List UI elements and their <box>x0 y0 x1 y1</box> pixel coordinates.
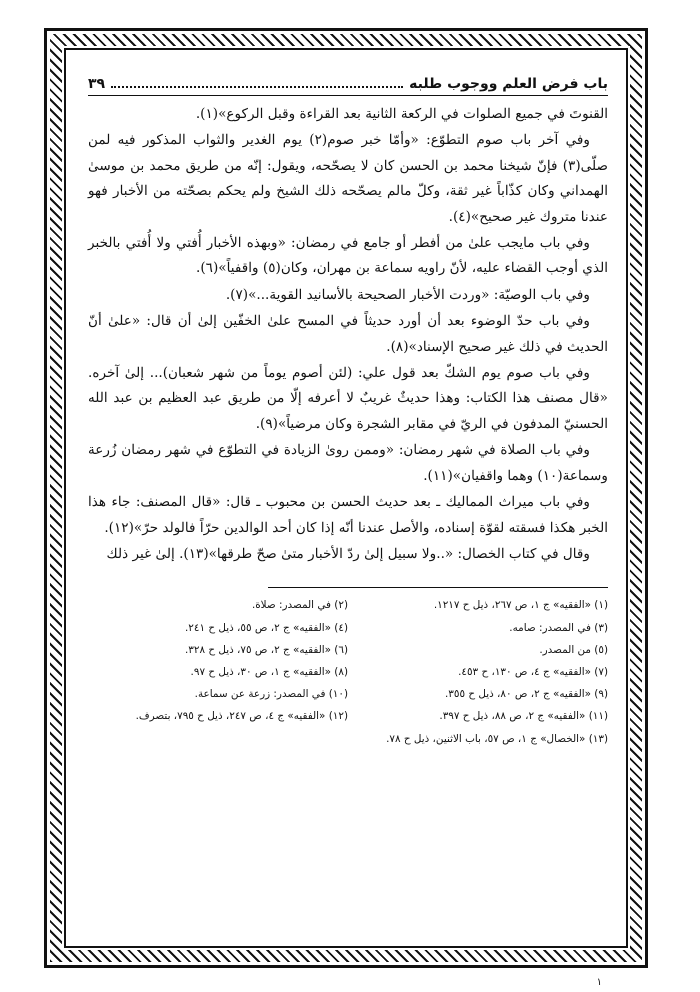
footnote-row <box>88 639 608 661</box>
page-content <box>88 76 608 750</box>
header-leader-dots <box>111 86 403 88</box>
footnote: (١٣) «الخصال» ج ١، ص ٥٧، باب الاثنين، ذيل ح ٧٨. <box>386 732 608 745</box>
paragraph: وفي باب الوصيّة: «وردت الأخبار الصحيحة بالأسانيد القوية...»(٧). <box>225 286 590 303</box>
footnote: (٩) «الفقيه» ج ٢، ص ٨٠، ذيل ح ٣٥٥. <box>444 688 608 701</box>
footnotes <box>88 594 608 749</box>
paragraph: وفي باب ميراث المماليك ـ بعد حديث الحسن بن محبوب ـ قال: «قال المصنف: جاء هذا الخبر هكذا فسقته لقوّة إسناده، والأصل عندنا أنّه إذا كان أحد الوالدين حرّاً فالولد حرّ»(١٢). <box>88 494 608 536</box>
footnote-row <box>88 705 608 727</box>
footnote: (٢) في المصدر: صلاة. <box>251 599 348 612</box>
footnote-row <box>88 617 608 639</box>
paragraph: وقال في كتاب الخصال: «..ولا سبيل إلىٰ ردّ الأخبار متىٰ صحّ طرقها»(١٣). إلىٰ غير ذلك <box>106 545 590 562</box>
footnote-row <box>88 594 608 616</box>
chapter-title: باب فرض العلم ووجوب طلبه <box>409 76 608 92</box>
footnote: (٨) «الفقيه» ج ١، ص ٣٠، ذيل ح ٩٧. <box>190 665 348 678</box>
footnote: (٣) في المصدر: صامه. <box>509 621 608 634</box>
footnote: (٥) من المصدر. <box>539 643 608 656</box>
footnote-separator <box>268 587 608 588</box>
running-header <box>88 76 608 96</box>
footnote: (١٢) «الفقيه» ج ٤، ص ٢٤٧، ذيل ح ٧٩٥، بتصرف. <box>135 710 348 723</box>
paragraph: وفي باب حدّ الوضوء بعد أن أورد حديثاً في المسح علىٰ الخفّين إلىٰ أن قال: «علىٰ أنّ الحديث في ذلك غير صحيح الإسناد»(٨). <box>88 313 608 355</box>
footnote: (١٠) في المصدر: زرعة عن سماعة. <box>194 688 348 701</box>
footnote-row <box>88 683 608 705</box>
paragraph: وفي باب مايجب علىٰ من أفطر أو جامع في رمضان: «وبهذه الأخبار أُفتي ولا أُفتي بالخبر الذي أوجب القضاء عليه، لأنّ راويه سماعة بن مهران، وكان(٥) واقفياً»(٦). <box>88 235 608 277</box>
paragraph: وفي آخر باب صوم التطوّع: «وأمّا خبر صوم(٢) يوم الغدير والثواب المذكور فيه لمن صلّى(٣) فإنّ شيخنا محمد بن الحسن كان لا يصحّحه، ويقول: إنّه من طريق محمد بن موسىٰ الهمداني وكان كذّاباً غير ثقة، وكلّ مالم يصحّحه ذلك الشيخ ولم يحكم بصحّته من الأخبار فهو عندنا متروك غير صحيح»(٤). <box>88 132 608 225</box>
footnote: (٦) «الفقيه» ج ٢، ص ٧٥، ذيل ح ٣٢٨. <box>184 643 348 656</box>
footnote: (١) «الفقيه» ج ١، ص ٢٦٧، ذيل ح ١٢١٧. <box>433 599 608 612</box>
body-text <box>88 102 608 567</box>
footnote-row <box>88 728 608 750</box>
footnote-row <box>88 661 608 683</box>
page-number: ٣٩ <box>88 76 106 92</box>
paragraph: القنوتَ في جميع الصلوات في الركعة الثانية بعد القراءة وقبل الركوع»(١). <box>195 106 608 122</box>
footnote: (١١) «الفقيه» ج ٢، ص ٨٨، ذيل ح ٣٩٧. <box>439 710 608 723</box>
paragraph: وفي باب صوم يوم الشكّ بعد قول علي: (لئن أصوم يوماً من شهر شعبان)... إلىٰ آخره. «قال مصنف هذا الكتاب: وهذا حديثٌ غريبٌ لا أعرفه إلّا من طريق عبد العظيم بن عبد الله الحسنيّ المدفون في الريّ في مقابر الشجرة وكان مرضياً»(٩). <box>88 365 608 432</box>
paragraph: وفي باب الصلاة في شهر رمضان: «وممن روىٰ الزيادة في التطوّع في شهر رمضان زُرعة وسماعة(١٠) وهما واقفيان»(١١). <box>88 442 608 484</box>
page-mark: ١ <box>596 977 602 988</box>
footnote: (٤) «الفقيه» ج ٢، ص ٥٥، ذيل ح ٢٤١. <box>184 621 348 634</box>
footnote: (٧) «الفقيه» ج ٤، ص ١٣٠، ح ٤٥٣. <box>458 665 608 678</box>
